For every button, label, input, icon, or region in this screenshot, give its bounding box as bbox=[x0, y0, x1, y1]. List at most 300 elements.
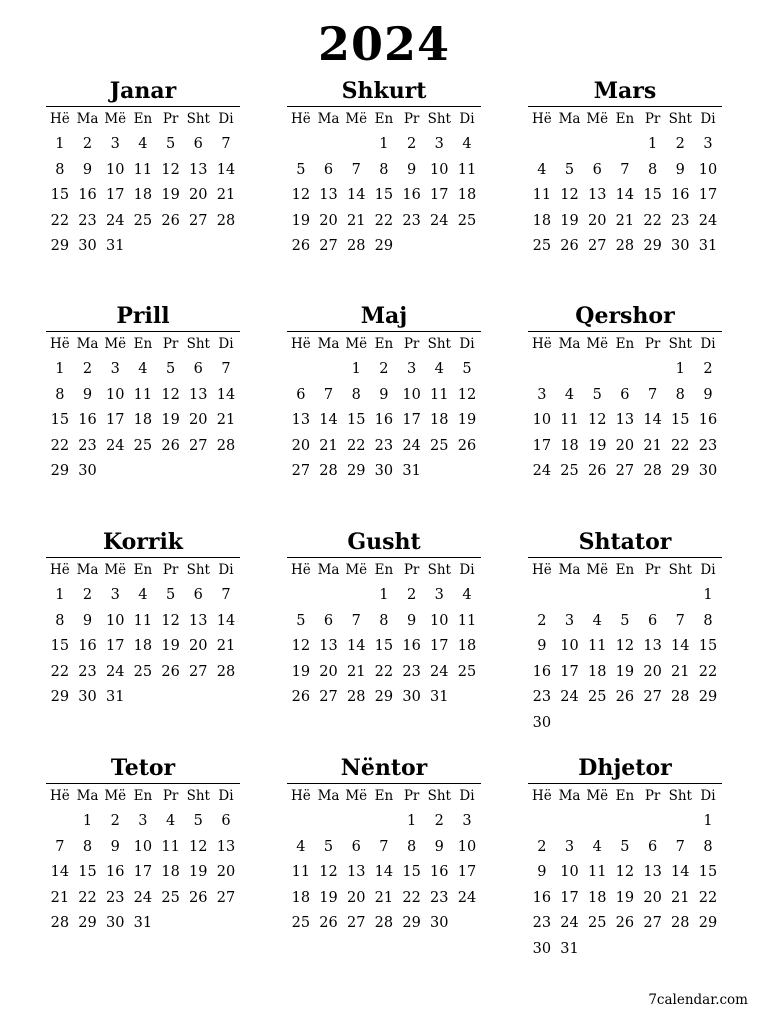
day-cell: 5 bbox=[592, 386, 602, 403]
day-cell: 3 bbox=[434, 136, 444, 152]
weekday-label: Hë bbox=[290, 562, 311, 578]
weekday-label: Më bbox=[345, 788, 368, 804]
day-cell: 21 bbox=[374, 889, 394, 906]
weekday-label: Sht bbox=[186, 336, 210, 352]
month-block bbox=[528, 303, 722, 485]
day-cell: 25 bbox=[430, 437, 449, 454]
weekday-label: Di bbox=[218, 788, 234, 804]
day-cell: 25 bbox=[457, 212, 477, 229]
day-cell: 12 bbox=[189, 838, 208, 855]
day-cell: 17 bbox=[402, 412, 421, 428]
day-cell: 28 bbox=[216, 663, 236, 680]
weekday-label: Di bbox=[700, 788, 716, 804]
day-cell: 18 bbox=[133, 638, 153, 654]
weekday-header bbox=[46, 783, 240, 808]
day-cell: 16 bbox=[671, 187, 690, 203]
day-cell: 19 bbox=[319, 889, 338, 906]
day-cell: 27 bbox=[615, 463, 635, 479]
empty-day-cell bbox=[639, 357, 667, 383]
weekday-label: Më bbox=[586, 336, 609, 352]
day-cell: 25 bbox=[133, 663, 153, 680]
day-cell: 15 bbox=[671, 412, 690, 428]
days-grid bbox=[287, 357, 481, 485]
day-cell: 21 bbox=[643, 437, 662, 454]
day-cell: 9 bbox=[675, 161, 685, 178]
day-cell: 3 bbox=[110, 136, 120, 152]
day-cell: 6 bbox=[296, 386, 306, 403]
day-cell: 31 bbox=[560, 940, 579, 957]
day-cell: 15 bbox=[643, 187, 662, 203]
day-cell: 13 bbox=[319, 638, 338, 654]
month-name: Maj bbox=[360, 303, 408, 329]
day-cell: 7 bbox=[351, 161, 361, 178]
days-grid bbox=[46, 809, 240, 937]
day-cell: 18 bbox=[532, 212, 552, 229]
weekday-label: Sht bbox=[186, 111, 210, 127]
day-cell: 31 bbox=[133, 915, 153, 931]
day-cell: 25 bbox=[161, 889, 180, 906]
day-cell: 4 bbox=[165, 813, 176, 829]
day-cell: 23 bbox=[78, 212, 97, 229]
day-cell: 19 bbox=[560, 212, 579, 229]
day-cell: 2 bbox=[82, 136, 93, 152]
day-cell: 3 bbox=[138, 813, 148, 829]
day-cell: 3 bbox=[462, 813, 472, 829]
day-cell: 10 bbox=[532, 412, 552, 428]
day-cell: 3 bbox=[110, 361, 120, 377]
day-cell: 24 bbox=[532, 463, 552, 479]
day-cell: 30 bbox=[78, 238, 97, 254]
weekday-label: Ma bbox=[76, 562, 99, 578]
day-cell: 10 bbox=[402, 386, 421, 403]
weekday-header bbox=[46, 557, 240, 582]
day-cell: 6 bbox=[221, 813, 231, 829]
day-cell: 26 bbox=[161, 663, 180, 680]
empty-day-cell bbox=[287, 357, 315, 383]
weekday-label: Hë bbox=[49, 336, 70, 352]
day-cell: 20 bbox=[216, 864, 236, 880]
day-cell: 5 bbox=[620, 838, 630, 855]
month-name: Korrik bbox=[102, 529, 184, 555]
weekday-label: Sht bbox=[668, 788, 692, 804]
day-cell: 1 bbox=[675, 361, 685, 377]
weekday-label: En bbox=[615, 788, 635, 804]
day-cell: 31 bbox=[698, 238, 718, 254]
empty-day-cell bbox=[528, 132, 556, 158]
day-cell: 26 bbox=[587, 463, 607, 479]
days-grid bbox=[46, 583, 240, 711]
month-name: Janar bbox=[109, 78, 177, 104]
empty-day-cell bbox=[666, 809, 694, 835]
empty-day-cell bbox=[583, 357, 611, 383]
day-cell: 7 bbox=[221, 361, 231, 377]
day-cell: 14 bbox=[671, 864, 690, 880]
day-cell: 28 bbox=[615, 238, 635, 254]
day-cell: 28 bbox=[346, 238, 366, 254]
day-cell: 5 bbox=[193, 813, 203, 829]
weekday-label: Hë bbox=[49, 788, 70, 804]
days-grid bbox=[287, 132, 481, 260]
day-cell: 6 bbox=[647, 838, 658, 855]
day-cell: 4 bbox=[138, 136, 148, 152]
site-credit[interactable]: 7calendar.com bbox=[648, 992, 748, 1008]
day-cell: 24 bbox=[105, 663, 125, 680]
day-cell: 4 bbox=[592, 612, 602, 629]
day-cell: 7 bbox=[221, 587, 231, 603]
day-cell: 10 bbox=[698, 161, 718, 178]
day-cell: 12 bbox=[161, 612, 180, 629]
day-cell: 11 bbox=[587, 864, 607, 880]
empty-day-cell bbox=[611, 583, 639, 609]
weekday-label: En bbox=[374, 111, 394, 127]
day-cell: 25 bbox=[587, 915, 607, 931]
day-cell: 4 bbox=[462, 136, 472, 152]
day-cell: 4 bbox=[296, 838, 306, 855]
day-cell: 18 bbox=[457, 638, 477, 654]
day-cell: 8 bbox=[55, 612, 65, 629]
day-cell: 6 bbox=[592, 161, 602, 178]
day-cell: 19 bbox=[291, 212, 311, 229]
weekday-label: Di bbox=[218, 111, 234, 127]
weekday-label: Sht bbox=[668, 562, 692, 578]
month-block bbox=[46, 303, 240, 485]
day-cell: 1 bbox=[55, 136, 65, 152]
days-grid bbox=[528, 583, 722, 736]
day-cell: 18 bbox=[133, 187, 153, 203]
weekday-label: Di bbox=[700, 562, 716, 578]
day-cell: 29 bbox=[698, 689, 718, 705]
day-cell: 14 bbox=[319, 412, 338, 428]
weekday-header bbox=[46, 106, 240, 131]
day-cell: 23 bbox=[105, 889, 125, 906]
day-cell: 23 bbox=[671, 212, 690, 229]
weekday-label: Më bbox=[104, 111, 127, 127]
weekday-label: Pr bbox=[403, 336, 420, 352]
day-cell: 24 bbox=[698, 212, 718, 229]
day-cell: 2 bbox=[537, 838, 547, 855]
weekday-label: Pr bbox=[162, 111, 179, 127]
day-cell: 5 bbox=[323, 838, 334, 855]
weekday-label: Di bbox=[218, 562, 234, 578]
day-cell: 22 bbox=[346, 437, 366, 454]
day-cell: 3 bbox=[564, 838, 575, 855]
month-block bbox=[46, 78, 240, 260]
day-cell: 29 bbox=[78, 915, 97, 931]
day-cell: 1 bbox=[703, 587, 713, 603]
day-cell: 22 bbox=[671, 437, 690, 454]
weekday-label: Sht bbox=[427, 788, 451, 804]
empty-day-cell bbox=[287, 809, 315, 835]
day-cell: 22 bbox=[643, 212, 662, 229]
day-cell: 16 bbox=[105, 864, 125, 880]
day-cell: 13 bbox=[643, 638, 662, 654]
day-cell: 14 bbox=[346, 187, 366, 203]
day-cell: 29 bbox=[671, 463, 690, 479]
day-cell: 27 bbox=[587, 238, 607, 254]
day-cell: 6 bbox=[193, 136, 203, 152]
day-cell: 14 bbox=[216, 612, 236, 629]
day-cell: 5 bbox=[165, 361, 176, 377]
day-cell: 25 bbox=[133, 212, 153, 229]
month-name: Qershor bbox=[575, 303, 675, 329]
day-cell: 22 bbox=[402, 889, 421, 906]
day-cell: 21 bbox=[671, 663, 690, 680]
day-cell: 7 bbox=[323, 386, 334, 403]
month-block bbox=[287, 529, 481, 711]
day-cell: 18 bbox=[587, 663, 607, 680]
month-name: Dhjetor bbox=[578, 755, 672, 781]
day-cell: 8 bbox=[379, 612, 389, 629]
day-cell: 6 bbox=[647, 612, 658, 629]
days-grid bbox=[528, 132, 722, 260]
day-cell: 5 bbox=[165, 587, 176, 603]
weekday-label: Më bbox=[345, 336, 368, 352]
weekday-label: Di bbox=[459, 111, 475, 127]
day-cell: 12 bbox=[291, 638, 311, 654]
weekday-label: Sht bbox=[186, 788, 210, 804]
day-cell: 31 bbox=[105, 238, 125, 254]
weekday-label: Di bbox=[459, 788, 475, 804]
year-title: 2024 bbox=[317, 17, 451, 71]
empty-day-cell bbox=[611, 132, 639, 158]
day-cell: 29 bbox=[346, 463, 366, 479]
day-cell: 16 bbox=[532, 663, 552, 680]
day-cell: 20 bbox=[643, 889, 662, 906]
day-cell: 7 bbox=[55, 838, 65, 855]
empty-day-cell bbox=[315, 132, 343, 158]
day-cell: 24 bbox=[133, 889, 153, 906]
day-cell: 26 bbox=[161, 212, 180, 229]
day-cell: 8 bbox=[703, 612, 713, 629]
day-cell: 17 bbox=[457, 864, 477, 880]
month-block bbox=[287, 303, 481, 485]
day-cell: 28 bbox=[671, 689, 690, 705]
weekday-header bbox=[528, 106, 722, 131]
day-cell: 3 bbox=[434, 587, 444, 603]
days-grid bbox=[287, 583, 481, 711]
empty-day-cell bbox=[556, 132, 584, 158]
empty-day-cell bbox=[639, 809, 667, 835]
weekday-label: Hë bbox=[49, 562, 70, 578]
day-cell: 2 bbox=[82, 361, 93, 377]
weekday-label: Ma bbox=[558, 788, 581, 804]
weekday-label: En bbox=[615, 336, 635, 352]
day-cell: 6 bbox=[620, 386, 630, 403]
day-cell: 18 bbox=[560, 437, 579, 454]
day-cell: 30 bbox=[698, 463, 718, 479]
day-cell: 2 bbox=[703, 361, 713, 377]
weekday-label: Pr bbox=[162, 562, 179, 578]
day-cell: 21 bbox=[216, 187, 236, 203]
empty-day-cell bbox=[342, 583, 370, 609]
day-cell: 12 bbox=[457, 386, 477, 403]
day-cell: 25 bbox=[560, 463, 579, 479]
day-cell: 27 bbox=[319, 238, 338, 254]
weekday-label: Më bbox=[345, 562, 368, 578]
month-block bbox=[528, 78, 722, 260]
weekday-label: En bbox=[133, 562, 153, 578]
day-cell: 17 bbox=[105, 412, 125, 428]
day-cell: 16 bbox=[374, 412, 394, 428]
day-cell: 2 bbox=[434, 813, 444, 829]
day-cell: 9 bbox=[434, 838, 444, 855]
day-cell: 29 bbox=[402, 915, 421, 931]
weekday-header bbox=[528, 557, 722, 582]
weekday-label: Ma bbox=[76, 336, 99, 352]
day-cell: 22 bbox=[374, 663, 394, 680]
day-cell: 10 bbox=[560, 638, 579, 654]
weekday-label: Hë bbox=[531, 562, 552, 578]
day-cell: 2 bbox=[379, 361, 389, 377]
weekday-label: Ma bbox=[558, 336, 581, 352]
day-cell: 8 bbox=[55, 386, 65, 403]
day-cell: 19 bbox=[587, 437, 607, 454]
day-cell: 15 bbox=[78, 864, 97, 880]
day-cell: 14 bbox=[50, 864, 70, 880]
day-cell: 3 bbox=[406, 361, 417, 377]
weekday-label: Pr bbox=[644, 336, 661, 352]
day-cell: 19 bbox=[615, 663, 635, 680]
day-cell: 11 bbox=[133, 386, 153, 403]
day-cell: 28 bbox=[50, 915, 70, 931]
day-cell: 11 bbox=[457, 612, 477, 629]
day-cell: 11 bbox=[532, 187, 552, 203]
day-cell: 7 bbox=[675, 612, 685, 629]
weekday-label: Pr bbox=[162, 336, 179, 352]
day-cell: 27 bbox=[189, 437, 208, 454]
day-cell: 18 bbox=[161, 864, 180, 880]
day-cell: 10 bbox=[560, 864, 579, 880]
weekday-label: Pr bbox=[403, 562, 420, 578]
empty-day-cell bbox=[611, 809, 639, 835]
day-cell: 15 bbox=[374, 638, 394, 654]
day-cell: 22 bbox=[50, 212, 70, 229]
empty-day-cell bbox=[556, 357, 584, 383]
day-cell: 18 bbox=[457, 187, 477, 203]
day-cell: 14 bbox=[671, 638, 690, 654]
day-cell: 15 bbox=[402, 864, 421, 880]
day-cell: 21 bbox=[346, 212, 366, 229]
day-cell: 24 bbox=[402, 437, 421, 454]
weekday-label: Di bbox=[700, 111, 716, 127]
weekday-header bbox=[528, 331, 722, 356]
month-name: Gusht bbox=[347, 529, 421, 555]
day-cell: 8 bbox=[647, 161, 658, 178]
day-cell: 19 bbox=[161, 412, 180, 428]
day-cell: 22 bbox=[50, 663, 70, 680]
weekday-label: En bbox=[374, 788, 394, 804]
day-cell: 17 bbox=[105, 638, 125, 654]
day-cell: 1 bbox=[379, 587, 389, 603]
day-cell: 14 bbox=[216, 161, 236, 178]
day-cell: 25 bbox=[291, 915, 311, 931]
day-cell: 29 bbox=[698, 915, 718, 931]
day-cell: 9 bbox=[82, 386, 93, 403]
empty-day-cell bbox=[315, 809, 343, 835]
day-cell: 15 bbox=[50, 638, 70, 654]
days-grid bbox=[528, 809, 722, 962]
day-cell: 9 bbox=[406, 612, 417, 629]
day-cell: 29 bbox=[50, 689, 70, 705]
day-cell: 2 bbox=[406, 136, 417, 152]
day-cell: 16 bbox=[78, 638, 97, 654]
weekday-label: Hë bbox=[531, 788, 552, 804]
day-cell: 9 bbox=[110, 838, 120, 855]
weekday-label: En bbox=[374, 336, 394, 352]
day-cell: 27 bbox=[643, 915, 662, 931]
day-cell: 8 bbox=[82, 838, 93, 855]
day-cell: 1 bbox=[647, 136, 658, 152]
day-cell: 20 bbox=[189, 187, 208, 203]
day-cell: 20 bbox=[643, 663, 662, 680]
day-cell: 14 bbox=[615, 187, 635, 203]
day-cell: 27 bbox=[643, 689, 662, 705]
weekday-label: Hë bbox=[531, 111, 552, 127]
weekday-label: Sht bbox=[427, 111, 451, 127]
day-cell: 1 bbox=[82, 813, 93, 829]
day-cell: 7 bbox=[647, 386, 658, 403]
day-cell: 9 bbox=[406, 161, 417, 178]
month-name: Nëntor bbox=[340, 755, 428, 781]
day-cell: 10 bbox=[457, 838, 477, 855]
weekday-header bbox=[528, 783, 722, 808]
weekday-label: Pr bbox=[644, 562, 661, 578]
day-cell: 29 bbox=[643, 238, 662, 254]
day-cell: 9 bbox=[82, 612, 93, 629]
weekday-label: Më bbox=[586, 111, 609, 127]
day-cell: 17 bbox=[560, 889, 579, 906]
day-cell: 8 bbox=[406, 838, 417, 855]
day-cell: 28 bbox=[346, 689, 366, 705]
days-grid bbox=[46, 357, 240, 485]
day-cell: 27 bbox=[346, 915, 366, 931]
day-cell: 31 bbox=[105, 689, 125, 705]
day-cell: 26 bbox=[615, 689, 635, 705]
day-cell: 23 bbox=[78, 437, 97, 454]
day-cell: 17 bbox=[430, 638, 449, 654]
empty-day-cell bbox=[370, 809, 398, 835]
day-cell: 13 bbox=[587, 187, 607, 203]
weekday-label: Ma bbox=[317, 788, 340, 804]
weekday-label: Pr bbox=[644, 111, 661, 127]
day-cell: 9 bbox=[82, 161, 93, 178]
day-cell: 9 bbox=[537, 638, 547, 654]
month-block bbox=[287, 755, 481, 937]
empty-day-cell bbox=[342, 132, 370, 158]
day-cell: 30 bbox=[532, 940, 552, 957]
day-cell: 10 bbox=[430, 612, 449, 629]
day-cell: 16 bbox=[698, 412, 718, 428]
day-cell: 17 bbox=[133, 864, 153, 880]
weekday-header bbox=[287, 783, 481, 808]
day-cell: 30 bbox=[402, 689, 421, 705]
day-cell: 21 bbox=[216, 412, 236, 428]
weekday-label: Hë bbox=[49, 111, 70, 127]
weekday-label: En bbox=[615, 111, 635, 127]
month-name: Shtator bbox=[578, 529, 672, 555]
day-cell: 18 bbox=[133, 412, 153, 428]
weekday-label: Ma bbox=[317, 111, 340, 127]
day-cell: 26 bbox=[560, 238, 579, 254]
weekday-header bbox=[287, 331, 481, 356]
month-name: Shkurt bbox=[341, 78, 427, 104]
day-cell: 25 bbox=[532, 238, 552, 254]
days-grid bbox=[528, 357, 722, 485]
weekday-label: Më bbox=[345, 111, 368, 127]
day-cell: 1 bbox=[379, 136, 389, 152]
day-cell: 19 bbox=[189, 864, 208, 880]
day-cell: 21 bbox=[671, 889, 690, 906]
